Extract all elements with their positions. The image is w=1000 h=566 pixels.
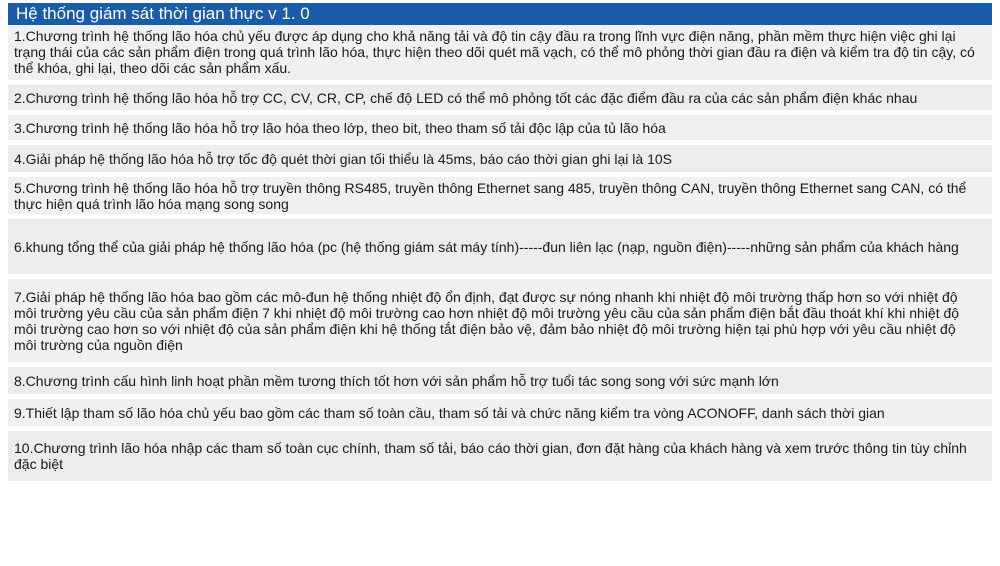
feature-text: 8.Chương trình cấu hình linh hoạt phần mềm tương thích tốt hơn với sản phẩm hỗ trợ tuổi tác song song với sức mạnh lớn: [14, 372, 779, 389]
feature-panel: [8, 3, 992, 481]
feature-item-3: [8, 115, 992, 145]
feature-item-4: [8, 145, 992, 177]
feature-item-10: [8, 431, 992, 481]
feature-text: 6.khung tổng thể của giải pháp hệ thống lão hóa (pc (hệ thống giám sát máy tính)-----đun liên lạc (nạp, nguồn điện)-----những sản phẩm của khách hàng: [14, 238, 959, 255]
feature-item-1: [8, 25, 992, 85]
feature-text: 4.Giải pháp hệ thống lão hóa hỗ trợ tốc độ quét thời gian tối thiểu là 45ms, báo cáo thời gian ghi lại là 10S: [14, 150, 672, 167]
feature-item-8: [8, 367, 992, 399]
feature-item-6: [8, 219, 992, 279]
panel-title: Hệ thống giám sát thời gian thực v 1. 0: [8, 3, 992, 25]
feature-item-5: [8, 177, 992, 219]
feature-text: 2.Chương trình hệ thống lão hóa hỗ trợ CC, CV, CR, CP, chế độ LED có thể mô phỏng tốt các đặc điểm đầu ra của các sản phẩm điện khác nhau: [14, 89, 918, 106]
feature-text: 7.Giải pháp hệ thống lão hóa bao gồm các mô-đun hệ thống nhiệt độ ổn định, đạt được sự nóng nhanh khi nhiệt độ môi trường thấp hơn so với nhiệt độ môi trường yêu cầu của sản phẩm điện 7 khi nhiệt độ môi trường cao hơn nhiệt độ môi trường yêu cầu của sản phẩm điện bắt đầu thoát khí khi nhiệt độ môi trường cao hơn so với nhiệt độ của sản phẩm điện khi hệ thống tắt điện bảo vệ, đảm bảo nhiệt độ môi trường hiện tại phù hợp với yêu cầu nhiệt độ môi trường của nguồn điện: [14, 288, 960, 353]
feature-text: 1.Chương trình hệ thống lão hóa chủ yếu được áp dụng cho khả năng tải và độ tin cậy đầu ra trong lĩnh vực điện năng, phần mềm thực hiện việc ghi lại trạng thái của các sản phẩm điện trong quá trình lão hóa, thực hiện theo dõi quét mã vạch, có thể mô phỏng thời gian đầu ra điện và kiểm tra độ tin cậy, có thể khóa, ghi lại, theo dõi các sản phẩm xấu.: [14, 28, 975, 76]
feature-item-7: [8, 279, 992, 367]
feature-item-2: [8, 85, 992, 115]
feature-text: 10.Chương trình lão hóa nhập các tham số toàn cục chính, tham số tải, báo cáo thời gian, đơn đặt hàng của khách hàng và xem trước thông tin tùy chỉnh đặc biệt: [14, 440, 967, 472]
feature-item-9: [8, 399, 992, 431]
feature-text: 5.Chương trình hệ thống lão hóa hỗ trợ truyền thông RS485, truyền thông Ethernet sang 485, truyền thông CAN, truyền thông Ethernet sang CAN, có thể thực hiện quá trình lão hóa mạng song song: [14, 179, 967, 212]
feature-text: 3.Chương trình hệ thống lão hóa hỗ trợ lão hóa theo lớp, theo bit, theo tham số tải độc lập của tủ lão hóa: [14, 119, 666, 136]
feature-list: [8, 25, 992, 481]
feature-text: 9.Thiết lập tham số lão hóa chủ yếu bao gồm các tham số toàn cầu, tham số tải và chức năng kiểm tra vòng ACONOFF, danh sách thời gian: [14, 404, 885, 421]
